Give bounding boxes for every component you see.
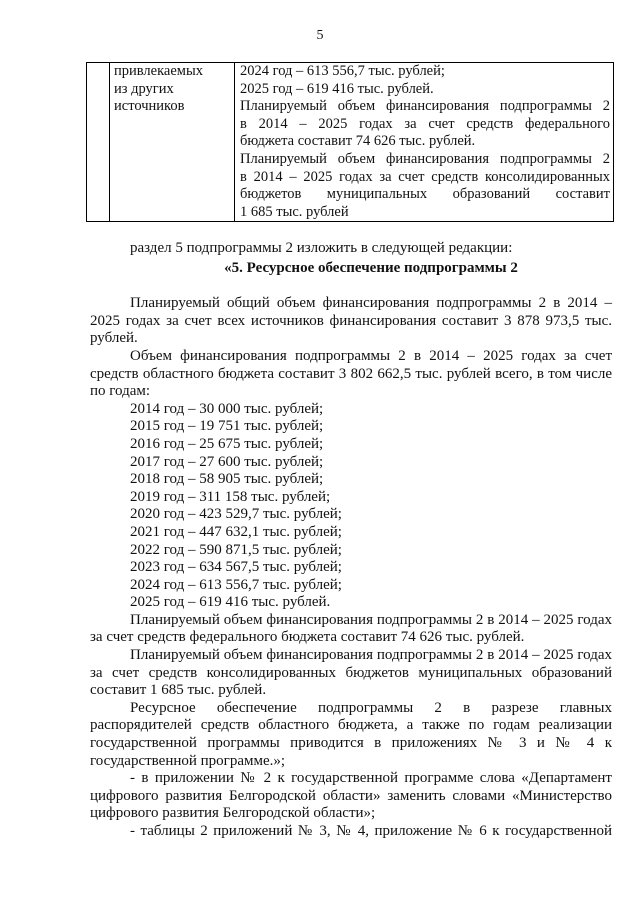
- value-line: 2024 год – 613 556,7 тыс. рублей;: [240, 63, 445, 79]
- value-line: бюджета составит 74 626 тыс. рублей.: [240, 133, 476, 150]
- value-line: 2025 год – 619 416 тыс. рублей.: [240, 80, 434, 97]
- year-line: 2020 год – 423 529,7 тыс. рублей;: [130, 506, 342, 523]
- year-line: 2017 год – 27 600 тыс. рублей;: [130, 453, 324, 470]
- year-line: 2014 год – 30 000 тыс. рублей;: [130, 400, 324, 417]
- paragraph-total-funding: Планируемый общий объем финансирования подпрограммы 2 в 2014 – 2025 годах за счет всех источников финансирования составит 3 878 973,5 тыс. рублей.: [90, 295, 612, 347]
- table-cell-values: [235, 63, 614, 222]
- paragraph-regional-budget: Объем финансирования подпрограммы 2 в 2014 – 2025 годах за счет средств областного бюджета составит 3 802 662,5 тыс. рублей всего, в том числе по годам:: [90, 347, 612, 400]
- intro-line: раздел 5 подпрограммы 2 изложить в следующей редакции:: [130, 240, 513, 256]
- paragraph-appendix-2-change: - в приложении № 2 к государственной программе слова «Департамент цифрового развития Белгородской области» заменить словами «Министерство цифрового развития Белгородской области»;: [90, 770, 612, 822]
- year-line: 2016 год – 25 675 тыс. рублей;: [130, 435, 324, 452]
- year-line: 2022 год – 590 871,5 тыс. рублей;: [130, 541, 342, 558]
- year-line: 2015 год – 19 751 тыс. рублей;: [130, 418, 324, 435]
- paragraph-tables-change: - таблицы 2 приложений № 3, № 4, приложение № 6 к государственной: [130, 823, 612, 839]
- section-heading: «5. Ресурсное обеспечение подпрограммы 2: [224, 259, 518, 276]
- table-cell-source: [110, 63, 235, 222]
- table-row: [87, 63, 614, 222]
- value-line: бюджетов муниципальных образований составит: [240, 186, 610, 203]
- year-line: 2024 год – 613 556,7 тыс. рублей;: [130, 576, 342, 593]
- year-line: 2019 год – 311 158 тыс. рублей;: [130, 488, 331, 505]
- document-body: [90, 240, 612, 841]
- value-line: Планируемый объем финансирования подпрограммы 2: [240, 150, 610, 167]
- value-line: 1 685 тыс. рублей: [240, 203, 349, 220]
- table-cell-empty: [87, 63, 110, 222]
- source-line: из других: [114, 80, 174, 97]
- year-line: 2018 год – 58 905 тыс. рублей;: [130, 471, 324, 488]
- page-number: 5: [316, 28, 324, 43]
- value-line: в 2014 – 2025 годах за счет средств федерального: [240, 115, 610, 132]
- source-line: источников: [114, 98, 185, 115]
- year-line: 2021 год – 447 632,1 тыс. рублей;: [130, 523, 342, 540]
- year-line: 2025 год – 619 416 тыс. рублей.: [130, 594, 331, 611]
- value-line: в 2014 – 2025 годах за счет средств консолидированных: [240, 168, 610, 185]
- source-line: привлекаемых: [114, 63, 203, 79]
- year-line: 2023 год – 634 567,5 тыс. рублей;: [130, 559, 342, 576]
- value-line: Планируемый объем финансирования подпрограммы 2: [240, 98, 610, 115]
- paragraph-resource-allocation: Ресурсное обеспечение подпрограммы 2 в разрезе главных распорядителей средств областного бюджета, а также по годам реализации государственной программы приводится в приложениях № 3 и № 4 к государственной программе.»;: [90, 699, 612, 769]
- paragraph-federal-budget: Планируемый объем финансирования подпрограммы 2 в 2014 – 2025 годах за счет средств федерального бюджета составит 74 626 тыс. рублей.: [90, 611, 612, 646]
- paragraph-municipal-budgets: Планируемый объем финансирования подпрограммы 2 в 2014 – 2025 годах за счет средств консолидированных бюджетов муниципальных образований составит 1 685 тыс. рублей.: [90, 647, 612, 699]
- continuation-table: [86, 62, 614, 222]
